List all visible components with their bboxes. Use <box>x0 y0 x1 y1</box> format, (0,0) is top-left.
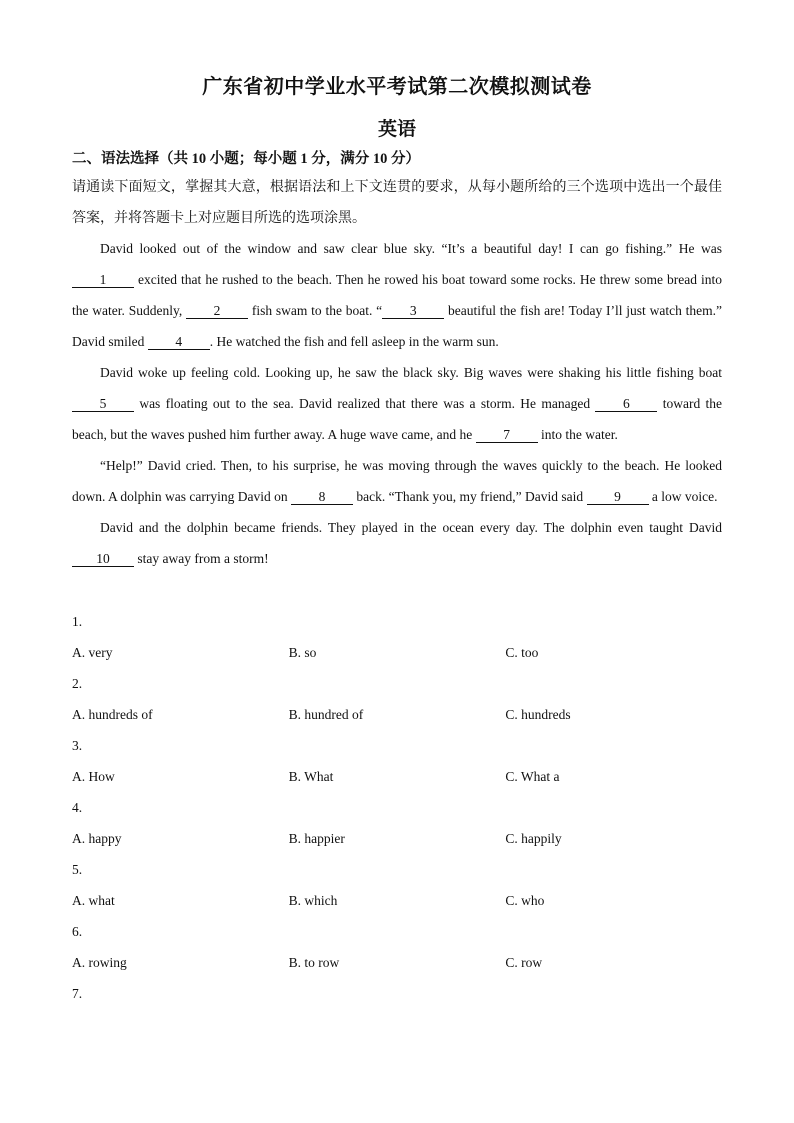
option-c: C. who <box>505 893 545 908</box>
section-instruction: 请通读下面短文，掌握其大意，根据语法和上下文连贯的要求，从每小题所给的三个选项中选出一个最佳答案，并将答题卡上对应题目所选的选项涂黑。 <box>72 180 722 226</box>
blank-2: 2 <box>186 303 248 319</box>
question-number: 3. <box>72 738 83 753</box>
question-number: 5. <box>72 862 83 877</box>
question-number: 1. <box>72 614 83 629</box>
option-b: B. hundred of <box>288 707 364 722</box>
section-heading: 二、语法选择（共 10 小题；每小题 1 分，满分 10 分） <box>72 151 420 167</box>
option-a: A. what <box>72 893 115 908</box>
option-b: B. so <box>288 645 317 660</box>
question-4 <box>72 792 722 854</box>
option-b: B. happier <box>288 831 345 846</box>
passage-paragraph-4: David and the dolphin became friends. They played in the ocean every day. The dolphin even taught David 10 stay away from a storm! <box>72 512 722 574</box>
option-c: C. What a <box>505 769 560 784</box>
blank-6: 6 <box>595 396 657 412</box>
passage-paragraph-1: David looked out of the window and saw clear blue sky. “It’s a beautiful day! I can go fishing.” He was 1 excited that he rushed to the beach. Then he rowed his boat toward some rocks. He threw some bread into the water. Suddenly, 2 fish swam to the boat. “ 3 beautiful the fish are! Today I’ll just watch them.” David smiled 4 . He watched the fish and fell asleep in the warm sun. <box>72 241 722 349</box>
option-a: A. very <box>72 645 113 660</box>
question-7 <box>72 978 722 1009</box>
subject-title: 英语 <box>377 119 416 140</box>
question-3 <box>72 730 722 792</box>
question-1 <box>72 606 722 668</box>
option-a: A. rowing <box>72 955 127 970</box>
passage-paragraph-3: “Help!” David cried. Then, to his surprise, he was moving through the waves quickly to the beach. He looked down. A dolphin was carrying David on 8 back. “Thank you, my friend,” David said 9 a low voice. <box>72 458 722 504</box>
option-a: A. happy <box>72 831 122 846</box>
passage-paragraph-2: David woke up feeling cold. Looking up, he saw the black sky. Big waves were shaking his little fishing boat 5 was floating out to the sea. David realized that there was a storm. He managed 6 toward the beach, but the waves pushed him further away. A huge wave came, and he 7 into the water. <box>72 365 722 442</box>
option-a: A. How <box>72 769 115 784</box>
question-6 <box>72 916 722 978</box>
question-number: 7. <box>72 986 83 1001</box>
option-c: C. row <box>505 955 543 970</box>
option-b: B. to row <box>288 955 340 970</box>
blank-3: 3 <box>382 303 444 319</box>
reading-passage <box>72 233 722 574</box>
option-b: B. What <box>288 769 334 784</box>
blank-4: 4 <box>148 334 210 350</box>
question-number: 4. <box>72 800 83 815</box>
question-number: 2. <box>72 676 83 691</box>
blank-8: 8 <box>291 489 353 505</box>
question-number: 6. <box>72 924 83 939</box>
question-5 <box>72 854 722 916</box>
option-b: B. which <box>288 893 338 908</box>
blank-7: 7 <box>476 427 538 443</box>
option-c: C. happily <box>505 831 562 846</box>
exam-title: 广东省初中学业水平考试第二次模拟测试卷 <box>202 76 592 98</box>
question-2 <box>72 668 722 730</box>
blank-9: 9 <box>587 489 649 505</box>
blank-10: 10 <box>72 551 134 567</box>
blank-5: 5 <box>72 396 134 412</box>
blank-1: 1 <box>72 272 134 288</box>
option-a: A. hundreds of <box>72 707 153 722</box>
option-c: C. hundreds <box>505 707 571 722</box>
option-c: C. too <box>505 645 539 660</box>
question-list <box>72 606 722 1009</box>
